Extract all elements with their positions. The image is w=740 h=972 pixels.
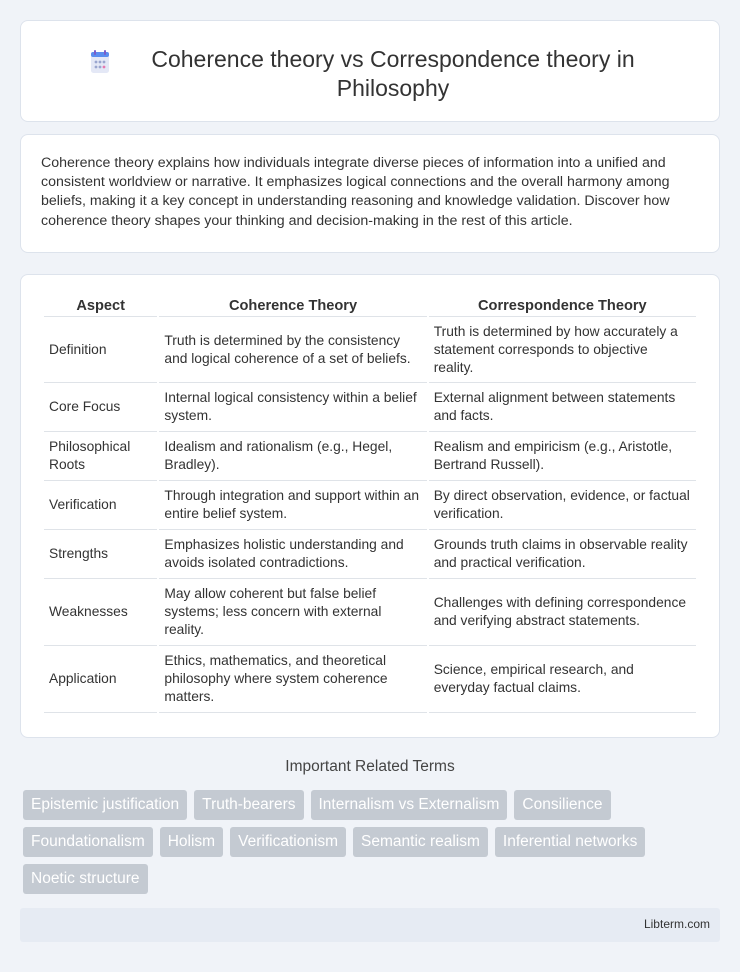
related-term-tag[interactable]: Verificationism	[230, 827, 346, 857]
row-aspect: Definition	[44, 317, 157, 383]
row-correspondence: Challenges with defining correspondence and verifying abstract statements.	[429, 579, 696, 646]
row-correspondence: Truth is determined by how accurately a statement corresponds to objective reality.	[429, 317, 696, 383]
row-correspondence: By direct observation, evidence, or factual verification.	[429, 481, 696, 530]
related-terms-title: Important Related Terms	[285, 758, 455, 775]
row-aspect: Philosophical Roots	[44, 432, 157, 481]
row-aspect: Core Focus	[44, 383, 157, 432]
row-aspect: Verification	[44, 481, 157, 530]
table-row	[44, 383, 696, 432]
related-terms-list	[23, 790, 723, 894]
comparison-table-card	[20, 274, 720, 738]
related-term-tag[interactable]: Foundationalism	[23, 827, 153, 857]
row-correspondence: External alignment between statements and facts.	[429, 383, 696, 432]
row-coherence: Emphasizes holistic understanding and avoids isolated contradictions.	[159, 530, 426, 579]
related-term-tag[interactable]: Consilience	[514, 790, 610, 820]
table-row	[44, 646, 696, 713]
row-correspondence: Science, empirical research, and everyday factual claims.	[429, 646, 696, 713]
footer	[20, 908, 720, 942]
row-correspondence: Realism and empiricism (e.g., Aristotle, Bertrand Russell).	[429, 432, 696, 481]
page-title: Coherence theory vs Correspondence theory in Philosophy	[151, 46, 635, 101]
related-term-tag[interactable]: Epistemic justification	[23, 790, 187, 820]
table-row	[44, 530, 696, 579]
comparison-table	[42, 295, 698, 713]
title-wrap	[21, 21, 719, 103]
table-header-row	[44, 295, 696, 317]
intro-text: Coherence theory explains how individuals integrate diverse pieces of information into a unified and consistent worldview or narrative. It emphasizes logical connections and the overall harmony among beliefs, making it a key concept in understanding reasoning and knowledge validation. Discover how coherence theory shapes your thinking and decision-making in the rest of this article.	[41, 155, 670, 229]
header-aspect: Aspect	[44, 295, 157, 317]
related-term-tag[interactable]: Internalism vs Externalism	[311, 790, 508, 820]
related-term-tag[interactable]: Semantic realism	[353, 827, 488, 857]
header-card	[20, 20, 720, 122]
header-coherence: Coherence Theory	[159, 295, 426, 317]
row-coherence: Through integration and support within an entire belief system.	[159, 481, 426, 530]
related-term-tag[interactable]: Holism	[160, 827, 223, 857]
related-term-tag[interactable]: Inferential networks	[495, 827, 645, 857]
row-aspect: Weaknesses	[44, 579, 157, 646]
row-coherence: Idealism and rationalism (e.g., Hegel, Bradley).	[159, 432, 426, 481]
row-coherence: Internal logical consistency within a belief system.	[159, 383, 426, 432]
table-row	[44, 481, 696, 530]
table-row	[44, 432, 696, 481]
table-row	[44, 317, 696, 383]
footer-brand[interactable]: Libterm.com	[643, 917, 710, 931]
row-coherence: May allow coherent but false belief systems; less concern with external reality.	[159, 579, 426, 646]
intro-card	[20, 134, 720, 253]
row-aspect: Application	[44, 646, 157, 713]
related-term-tag[interactable]: Noetic structure	[23, 864, 148, 894]
row-coherence: Truth is determined by the consistency and logical coherence of a set of beliefs.	[159, 317, 426, 383]
row-aspect: Strengths	[44, 530, 157, 579]
table-row	[44, 579, 696, 646]
header-correspondence: Correspondence Theory	[429, 295, 696, 317]
row-coherence: Ethics, mathematics, and theoretical philosophy where system coherence matters.	[159, 646, 426, 713]
document-icon	[87, 49, 113, 75]
related-term-tag[interactable]: Truth-bearers	[194, 790, 303, 820]
row-correspondence: Grounds truth claims in observable reality and practical verification.	[429, 530, 696, 579]
